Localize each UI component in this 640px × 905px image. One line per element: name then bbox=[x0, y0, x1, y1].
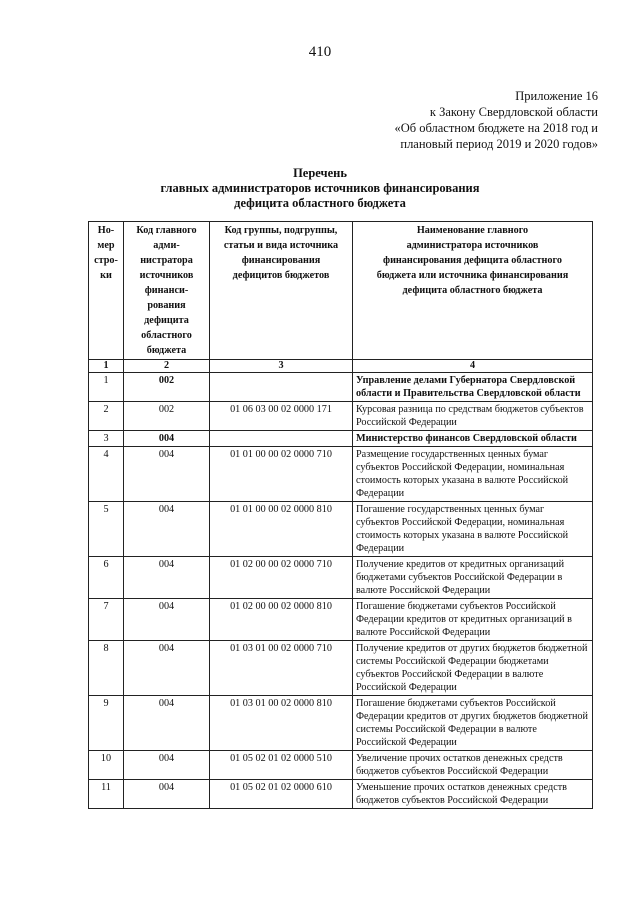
header-line: дефицита областного бюджета bbox=[402, 285, 543, 296]
admin-code-cell: 004 bbox=[124, 502, 210, 557]
name-cell: Уменьшение прочих остатков денежных средств бюджетов субъектов Российской Федерации bbox=[353, 780, 593, 809]
appendix-line-3: «Об областном бюджете на 2018 год и bbox=[394, 121, 598, 135]
column-number: 1 bbox=[89, 360, 124, 373]
name-cell: Увеличение прочих остатков денежных средств бюджетов субъектов Российской Федерации bbox=[353, 751, 593, 780]
header-line: финанси- bbox=[144, 285, 189, 296]
header-line: стро- bbox=[94, 255, 118, 266]
header-row-number bbox=[89, 222, 124, 360]
admin-code-cell: 004 bbox=[124, 696, 210, 751]
name-cell: Министерство финансов Свердловской области bbox=[353, 431, 593, 447]
title-line-3: дефицита областного бюджета bbox=[234, 196, 406, 210]
header-line: рования bbox=[147, 300, 186, 311]
table-row bbox=[89, 599, 593, 641]
header-source-code bbox=[210, 222, 353, 360]
source-code-cell bbox=[210, 373, 353, 402]
row-number-cell: 2 bbox=[89, 402, 124, 431]
row-number-cell: 10 bbox=[89, 751, 124, 780]
header-line: Код главного bbox=[136, 225, 197, 236]
column-number: 3 bbox=[210, 360, 353, 373]
header-line: статьи и вида источника bbox=[223, 240, 339, 251]
header-line: мер bbox=[97, 240, 115, 251]
admin-code-cell: 004 bbox=[124, 557, 210, 599]
header-line: ки bbox=[100, 270, 112, 281]
header-admin-code bbox=[124, 222, 210, 360]
title-line-1: Перечень bbox=[293, 166, 347, 180]
admin-code-cell: 004 bbox=[124, 780, 210, 809]
column-number: 2 bbox=[124, 360, 210, 373]
row-number-cell: 8 bbox=[89, 641, 124, 696]
header-line: Наименование главного bbox=[416, 225, 529, 236]
header-line: дефицитов бюджетов bbox=[232, 270, 330, 281]
document-title bbox=[0, 166, 640, 211]
header-line: областного bbox=[141, 330, 192, 341]
header-line: Код группы, подгруппы, bbox=[224, 225, 338, 236]
header-line: администратора источников bbox=[406, 240, 539, 251]
admin-code-cell: 004 bbox=[124, 641, 210, 696]
table-body bbox=[89, 373, 593, 809]
admin-code-cell: 002 bbox=[124, 402, 210, 431]
header-line: финансирования bbox=[241, 255, 321, 266]
table-row bbox=[89, 696, 593, 751]
column-number-row bbox=[89, 360, 593, 373]
name-cell: Погашение государственных ценных бумаг субъектов Российской Федерации, номинальная стоимость которых указана в валюте Российской Федерации bbox=[353, 502, 593, 557]
header-line: нистратора bbox=[140, 255, 193, 266]
header-line: финансирования дефицита областного bbox=[383, 255, 562, 266]
source-code-cell: 01 05 02 01 02 0000 510 bbox=[210, 751, 353, 780]
name-cell: Размещение государственных ценных бумаг субъектов Российской Федерации, номинальная стоимость которых указана в валюте Российской Федерации bbox=[353, 447, 593, 502]
table-row bbox=[89, 557, 593, 599]
table-row bbox=[89, 447, 593, 502]
name-cell: Погашение бюджетами субъектов Российской Федерации кредитов от других бюджетов бюджетной системы Российской Федерации в валюте Российской Федерации bbox=[353, 696, 593, 751]
header-line: бюджета или источника финансирования bbox=[376, 270, 569, 281]
appendix-line-2: к Закону Свердловской области bbox=[429, 105, 598, 119]
admin-code-cell: 004 bbox=[124, 431, 210, 447]
row-number-cell: 4 bbox=[89, 447, 124, 502]
source-code-cell: 01 05 02 01 02 0000 610 bbox=[210, 780, 353, 809]
source-code-cell bbox=[210, 431, 353, 447]
name-cell: Получение кредитов от других бюджетов бюджетной системы Российской Федерации бюджетами субъектов Российской Федерации в валюте Российской Федерации bbox=[353, 641, 593, 696]
table-row bbox=[89, 431, 593, 447]
administrators-table bbox=[88, 221, 593, 809]
appendix-line-4: плановый период 2019 и 2020 годов» bbox=[400, 137, 598, 151]
source-code-cell: 01 02 00 00 02 0000 710 bbox=[210, 557, 353, 599]
admin-code-cell: 002 bbox=[124, 373, 210, 402]
source-code-cell: 01 06 03 00 02 0000 171 bbox=[210, 402, 353, 431]
admin-code-cell: 004 bbox=[124, 447, 210, 502]
row-number-cell: 9 bbox=[89, 696, 124, 751]
page-number: 410 bbox=[308, 44, 332, 60]
header-line: бюджета bbox=[146, 345, 187, 356]
name-cell: Погашение бюджетами субъектов Российской Федерации кредитов от кредитных организаций в валюте Российской Федерации bbox=[353, 599, 593, 641]
source-code-cell: 01 03 01 00 02 0000 810 bbox=[210, 696, 353, 751]
header-line: Но- bbox=[97, 225, 115, 236]
title-line-2: главных администраторов источников финансирования bbox=[160, 181, 480, 195]
table-row bbox=[89, 751, 593, 780]
admin-code-cell: 004 bbox=[124, 751, 210, 780]
name-cell: Получение кредитов от кредитных организаций бюджетами субъектов Российской Федерации в валюте Российской Федерации bbox=[353, 557, 593, 599]
row-number-cell: 5 bbox=[89, 502, 124, 557]
source-code-cell: 01 03 01 00 02 0000 710 bbox=[210, 641, 353, 696]
table-row bbox=[89, 402, 593, 431]
appendix-line-1: Приложение 16 bbox=[515, 89, 598, 103]
row-number-cell: 11 bbox=[89, 780, 124, 809]
source-code-cell: 01 02 00 00 02 0000 810 bbox=[210, 599, 353, 641]
source-code-cell: 01 01 00 00 02 0000 810 bbox=[210, 502, 353, 557]
table-row bbox=[89, 502, 593, 557]
header-name bbox=[353, 222, 593, 360]
appendix-block bbox=[298, 88, 598, 152]
header-line: дефицита bbox=[144, 315, 189, 326]
table-row bbox=[89, 373, 593, 402]
row-number-cell: 6 bbox=[89, 557, 124, 599]
source-code-cell: 01 01 00 00 02 0000 710 bbox=[210, 447, 353, 502]
table-row bbox=[89, 780, 593, 809]
name-cell: Управление делами Губернатора Свердловской области и Правительства Свердловской области bbox=[353, 373, 593, 402]
header-line: адми- bbox=[153, 240, 180, 251]
row-number-cell: 1 bbox=[89, 373, 124, 402]
row-number-cell: 7 bbox=[89, 599, 124, 641]
table-header-row bbox=[89, 222, 593, 360]
row-number-cell: 3 bbox=[89, 431, 124, 447]
admin-code-cell: 004 bbox=[124, 599, 210, 641]
table-row bbox=[89, 641, 593, 696]
column-number: 4 bbox=[353, 360, 593, 373]
header-line: источников bbox=[139, 270, 194, 281]
name-cell: Курсовая разница по средствам бюджетов субъектов Российской Федерации bbox=[353, 402, 593, 431]
